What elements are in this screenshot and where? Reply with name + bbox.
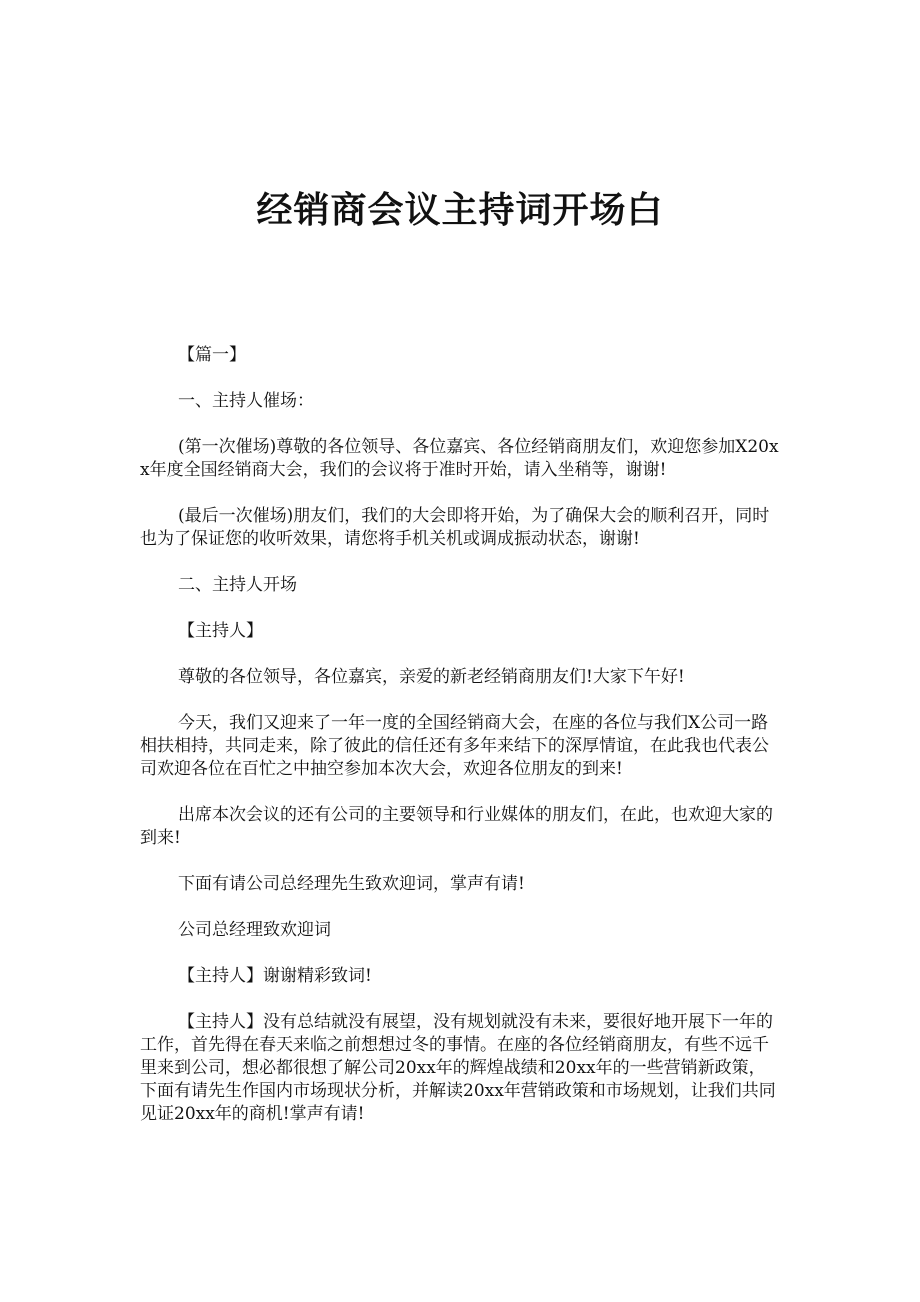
paragraph: 【主持人】谢谢精彩致词! <box>178 966 372 986</box>
paragraph: 公司总经理致欢迎词 <box>178 920 331 940</box>
document-body <box>140 344 780 1149</box>
paragraph: 今天，我们又迎来了一年一度的全国经销商大会，在座的各位与我们X公司一路相扶相持，共同走来，除了彼此的信任还有多年来结下的深厚情谊，在此我也代表公司欢迎各位在百忙之中抽空参加本次大会，欢迎各位朋友的到来! <box>140 713 769 779</box>
paragraph: (最后一次催场)朋友们，我们的大会即将开始，为了确保大会的顺利召开，同时也为了保证您的收听效果，请您将手机关机或调成振动状态，谢谢! <box>140 506 770 549</box>
speaker-label: 【主持人】 <box>178 621 263 641</box>
paragraph: 出席本次会议的还有公司的主要领导和行业媒体的朋友们，在此，也欢迎大家的到来! <box>140 805 773 848</box>
paragraph: 【主持人】没有总结就没有展望，没有规划就没有未来，要很好地开展下一年的工作，首先得在春天来临之前想想过冬的事情。在座的各位经销商朋友，有些不远千里来到公司，想必都很想了解公司20xx年的辉煌战绩和20xx年的一些营销新政策，下面有请先生作国内市场现状分析，并解读20xx年营销政策和市场规划，让我们共同见证20xx年的商机!掌声有请! <box>140 1012 776 1124</box>
document-title: 经销商会议主持词开场白 <box>256 189 664 231</box>
paragraph: (第一次催场)尊敬的各位领导、各位嘉宾、各位经销商朋友们，欢迎您参加X20xx年度全国经销商大会，我们的会议将于准时开始，请入坐稍等，谢谢! <box>140 437 779 480</box>
section-heading: 【篇一】 <box>178 345 246 365</box>
subheading: 一、主持人催场： <box>178 391 314 411</box>
subheading: 二、主持人开场 <box>178 575 297 595</box>
paragraph: 尊敬的各位领导，各位嘉宾，亲爱的新老经销商朋友们!大家下午好! <box>178 667 685 687</box>
paragraph: 下面有请公司总经理先生致欢迎词，掌声有请! <box>178 874 525 894</box>
